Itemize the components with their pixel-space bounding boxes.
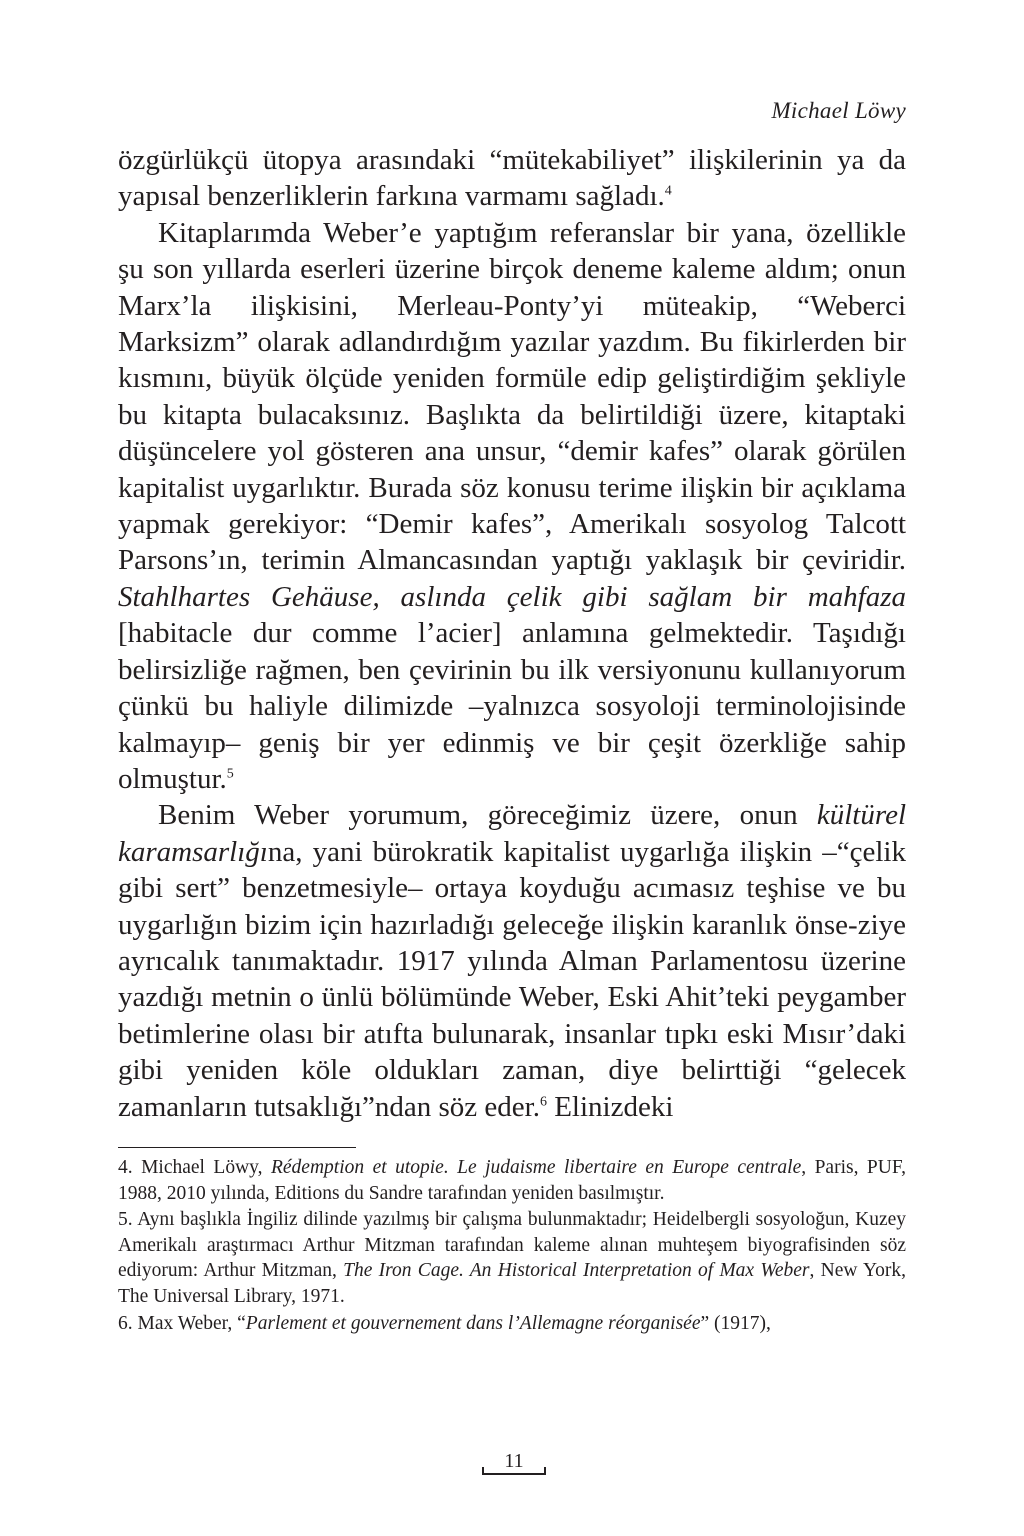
body-paragraph [118,797,906,1125]
text-run: Kitaplarımda Weber’e yaptığım referanslar bir yana, özellikle şu son yıllarda eserleri üzerine birçok deneme kaleme aldım; onun Marx’la ilişkisini, Merleau-Ponty’yi müteakip, “Weberci Marksizm” olarak adlandırdığım yazılar yazdım. Bu fikirlerden bir kısmını, büyük ölçüde yeniden formüle edip geliştirdiğim şekliyle bu kitapta bulacaksınız. Başlıkta da belirtildiği üzere, kitaptaki düşüncelere yol gösteren ana unsur, “demir kafes” olarak görülen kapitalist uygarlıktır. Burada söz konusu terime ilişkin bir açıklama yapmak gerekiyor: “Demir kafes”, Amerikalı sosyolog Talcott Parsons’ın, terimin Almancasından yaptığı yaklaşık bir çeviridir. [118,216,906,577]
page-number-underline [482,1473,546,1475]
text-run: 6. Max Weber, “ [118,1312,246,1334]
footnote-reference: 6 [539,1093,547,1109]
italic-text: The Iron Cage. An Historical Interpretation of Max Weber [343,1260,810,1282]
text-run: [habitacle dur comme l’acier] anlamına gelmektedir. Taşıdığı belirsizliğe rağmen, ben çevirinin bu ilk versiyonunu kullanıyorum çünkü bu haliyle dilimizde –yalnızca sosyoloji terminolojisinde kalmayıp– geniş bir yer edinmiş ve bir çeşit özerkliğe sahip olmuştur. [118,617,906,795]
italic-text: kültürel karamsarlığı [118,799,906,868]
footnote-separator [118,1147,356,1148]
text-run: özgürlükçü ütopya arasındaki “mütekabiliyet” ilişkilerinin ya da yapısal benzerliklerin farkına varmamı sağladı. [118,144,906,213]
text-run: , Paris, PUF, 1988, 2010 yılında, Editions du Sandre tarafından yeniden basılmıştır. [118,1157,906,1204]
footnote-reference: 4 [664,183,672,199]
text-run: 4. Michael Löwy, [118,1157,271,1178]
text-run: Elinizdeki [546,1090,674,1123]
italic-text: Stahlhartes Gehäuse, aslında çelik gibi sağlam bir mahfaza [118,580,906,613]
text-run: ” (1917), [700,1312,771,1334]
running-head-author: Michael Löwy [771,98,906,123]
body-paragraph [118,142,906,215]
italic-text: Parlement et gouvernement dans l’Allemagne réorganisée [245,1312,701,1334]
footnote [118,1155,906,1206]
page-number: 11 [504,1450,524,1472]
footnotes [118,1155,906,1337]
body-paragraph [118,215,906,798]
text-run: na, yani bürokratik kapitalist uygarlığa ilişkin –“çelik gibi sert” benzetmesiyle– ortaya koyduğu acımasız teşhise ve bu uygarlığın bizim için hazırladığı geleceğe ilişkin karanlık önse-ziye ayrıcalık tanımaktadır. 1917 yılında Alman Parlamentosu üzerine yazdığı metnin o ünlü bölümünde Weber, Eski Ahit’teki peygamber betimlerine olası bir atıfta bulunarak, insanlar tıpkı eski Mısır’daki gibi yeniden köle oldukları zaman, diye belirttiği “gelecek zamanların tutsaklığı”ndan söz eder. [118,835,906,1123]
text-run: , New York, The Universal Library, 1971. [118,1260,906,1307]
footnote [118,1311,906,1337]
footnote-reference: 5 [226,766,234,782]
italic-text: Rédemption et utopie. Le judaisme libertaire en Europe centrale [270,1157,802,1178]
text-run: 5. Aynı başlıkla İngiliz dilinde yazılmış bir çalışma bulunmaktadır; Heidelbergli sosyoloğun, Kuzey Amerikalı araştırmacı Arthur Mitzman tarafından kaleme alınan muhteşem biyografisinden söz ediyorum: Arthur Mitzman, [118,1209,906,1282]
body-text [118,142,906,1125]
footnote [118,1207,906,1309]
text-run: Benim Weber yorumum, göreceğimiz üzere, onun [158,799,817,832]
